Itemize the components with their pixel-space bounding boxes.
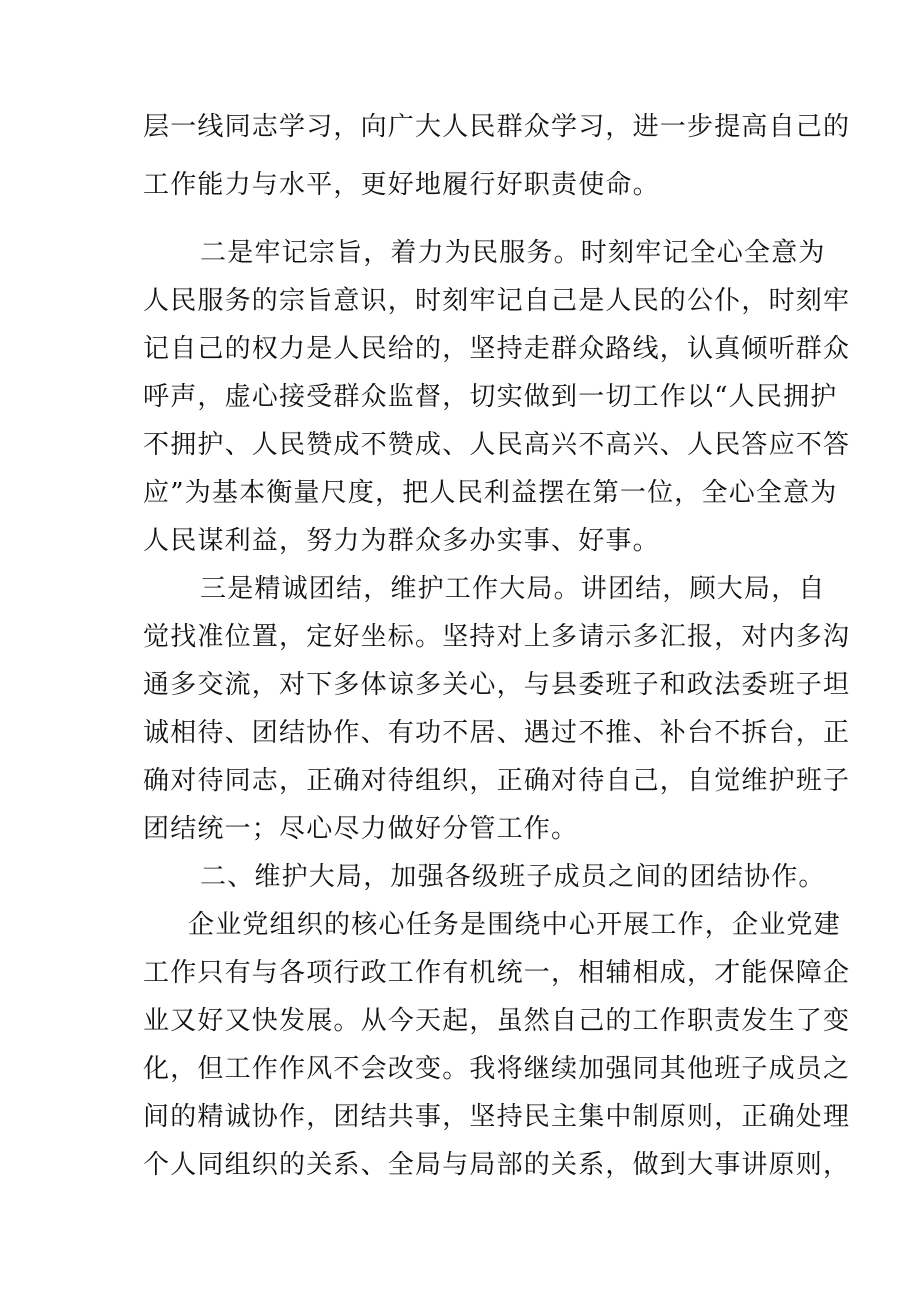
text-line: 团结统一；尽心尽力做好分管工作。 [143, 814, 579, 844]
text-line: 间的精诚协作，团结共事，坚持民主集中制原则，正确处理 [143, 1102, 851, 1132]
text-line: 应”为基本衡量尺度，把人民利益摆在第一位，全心全意为 [143, 478, 838, 508]
text-line: 层一线同志学习，向广大人民群众学习，进一步提高自己的 [143, 112, 851, 142]
text-line: 人民服务的宗旨意识，时刻牢记自己是人民的公仆，时刻牢 [143, 286, 851, 316]
text-line: 确对待同志，正确对待组织，正确对待自己，自觉维护班子 [143, 766, 851, 796]
text-line: 个人同组织的关系、全局与局部的关系，做到大事讲原则， [143, 1150, 851, 1180]
text-line: 呼声，虚心接受群众监督，切实做到一切工作以“人民拥护 [143, 382, 838, 412]
text-line: 通多交流，对下多体谅多关心，与县委班子和政法委班子坦 [143, 670, 851, 700]
text-line: 工作能力与水平，更好地履行好职责使命。 [143, 170, 660, 200]
paragraph-start-line: 三是精诚团结，维护工作大局。讲团结，顾大局，自 [200, 574, 826, 604]
paragraph-start-line: 二是牢记宗旨，着力为民服务。时刻牢记全心全意为 [200, 238, 826, 268]
text-line: 不拥护、人民赞成不赞成、人民高兴不高兴、人民答应不答 [143, 430, 851, 460]
text-line: 工作只有与各项行政工作有机统一，相辅相成，才能保障企 [143, 958, 851, 988]
text-line: 人民谋利益，努力为群众多办实事、好事。 [143, 526, 660, 556]
text-line: 化，但工作作风不会改变。我将继续加强同其他班子成员之 [143, 1054, 851, 1084]
text-line: 业又好又快发展。从今天起，虽然自己的工作职责发生了变 [143, 1006, 851, 1036]
text-line: 觉找准位置，定好坐标。坚持对上多请示多汇报，对内多沟 [143, 622, 851, 652]
paragraph-start-line: 企业党组织的核心任务是围绕中心开展工作，企业党建 [188, 910, 841, 940]
text-line: 记自己的权力是人民给的，坚持走群众路线，认真倾听群众 [143, 334, 851, 364]
section-heading: 二、维护大局，加强各级班子成员之间的团结协作。 [200, 862, 826, 892]
text-line: 诚相待、团结协作、有功不居、遇过不推、补台不拆台，正 [143, 718, 851, 748]
